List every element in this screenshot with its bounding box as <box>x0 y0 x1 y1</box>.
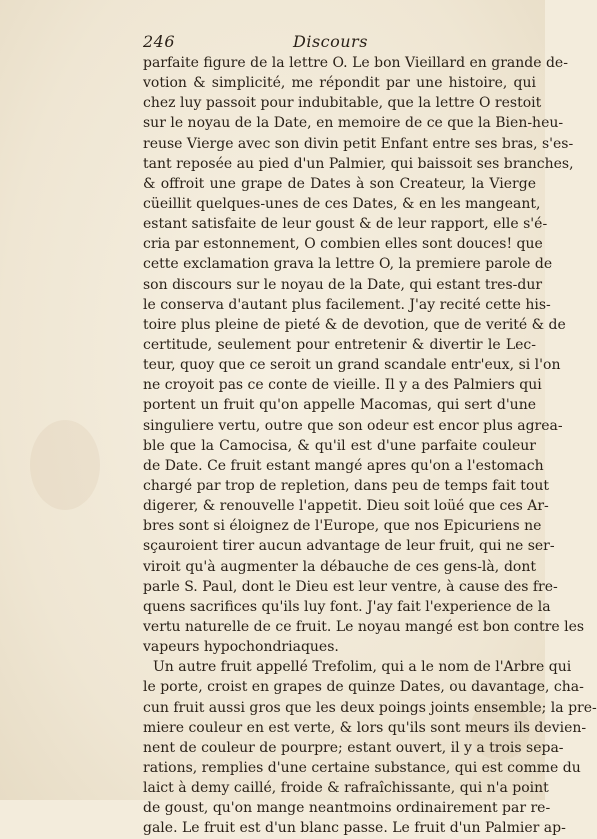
text-line: cette exclamation grava la lettre O, la premiere parole de <box>143 256 553 273</box>
text-line: viroit qu'à augmenter la débauche de ces gens-là, dont <box>143 558 536 575</box>
text-line: teur, quoy que ce seroit un grand scandale entr'eux, si l'on <box>143 357 561 374</box>
text-line: de Date. Ce fruit estant mangé apres qu'on a l'estomach <box>143 457 544 474</box>
text-line: bres sont si éloignez de l'Europe, que nos Epicuriens ne <box>143 518 542 535</box>
text-line: estant satisfaite de leur goust & de leur rapport, elle s'é- <box>143 216 548 233</box>
text-line: chez luy passoit pour indubitable, que la lettre O restoit <box>143 95 542 112</box>
text-line: le conserva d'autant plus facilement. J'ay recité cette his- <box>143 296 551 313</box>
text-line: parle S. Paul, dont le Dieu est leur ventre, à cause des fre- <box>143 578 558 595</box>
text-line: gale. Le fruit est d'un blanc passe. Le fruit d'un Palmier ap- <box>143 820 566 837</box>
text-line: nent de couleur de pourpre; estant ouvert, il y a trois sepa- <box>143 739 564 756</box>
text-line: reuse Vierge avec son divin petit Enfant entre ses bras, s'es- <box>143 135 574 152</box>
text-line: sur le noyau de la Date, en memoire de ce que la Bien-heu- <box>143 115 564 132</box>
text-line: de goust, qu'on mange neantmoins ordinairement par re- <box>143 800 551 817</box>
text-line: sçauroient tirer aucun advantage de leur fruit, qui ne ser- <box>143 538 555 555</box>
text-line: laict à demy caillé, froide & rafraîchissante, qui n'a point <box>143 780 549 797</box>
paper-stain <box>30 420 100 510</box>
text-line: votion & simplicité, me répondit par une histoire, qui <box>143 75 536 92</box>
text-line: cun fruit aussi gros que les deux poings joints ensemble; la pre- <box>143 699 597 716</box>
text-line: vertu naturelle de ce fruit. Le noyau mangé est bon contre les <box>143 618 585 635</box>
text-line: miere couleur en est verte, & lors qu'ils sont meurs ils devien- <box>143 719 587 736</box>
text-line: singuliere vertu, outre que son odeur est encor plus agrea- <box>143 417 563 434</box>
text-line: & offroit une grape de Dates à son Createur, la Vierge <box>143 175 536 192</box>
running-head: Discours <box>293 32 368 51</box>
text-line: ne croyoit pas ce conte de vieille. Il y a des Palmiers qui <box>143 377 542 394</box>
text-line: rations, remplies d'une certaine substance, qui est comme du <box>143 759 581 776</box>
text-line: vapeurs hypochondriaques. <box>143 639 339 656</box>
page-header <box>143 32 383 54</box>
text-line: digerer, & renouvelle l'appetit. Dieu soit loüé que ces Ar- <box>143 498 549 515</box>
text-line: toire plus pleine de pieté & de devotion, que de verité & de <box>143 316 566 333</box>
text-line: son discours sur le noyau de la Date, qui estant tres-dur <box>143 276 543 293</box>
text-line: cria par estonnement, O combien elles sont douces! que <box>143 236 543 253</box>
text-line: Un autre fruit appellé Trefolim, qui a le nom de l'Arbre qui <box>153 659 572 676</box>
text-line: parfaite figure de la lettre O. Le bon Vieillard en grande de- <box>143 55 568 71</box>
text-line: chargé par trop de repletion, dans peu de temps fait tout <box>143 477 549 494</box>
page-number: 246 <box>143 32 176 51</box>
text-line: certitude, seulement pour entretenir & divertir le Lec- <box>143 336 536 353</box>
text-line: portent un fruit qu'on appelle Macomas, qui sert d'une <box>143 397 536 414</box>
body-text <box>143 53 597 838</box>
text-line: quens sacrifices qu'ils luy font. J'ay fait l'experience de la <box>143 598 551 615</box>
text-line: cüeillit quelques-unes de ces Dates, & en les mangeant, <box>143 195 541 212</box>
text-line: le porte, croist en grapes de quinze Dates, ou davantage, cha- <box>143 679 584 696</box>
text-line: ble que la Camocisa, & qu'il est d'une parfaite couleur <box>143 437 536 454</box>
text-line: tant reposée au pied d'un Palmier, qui baissoit ses branches, <box>143 155 574 172</box>
